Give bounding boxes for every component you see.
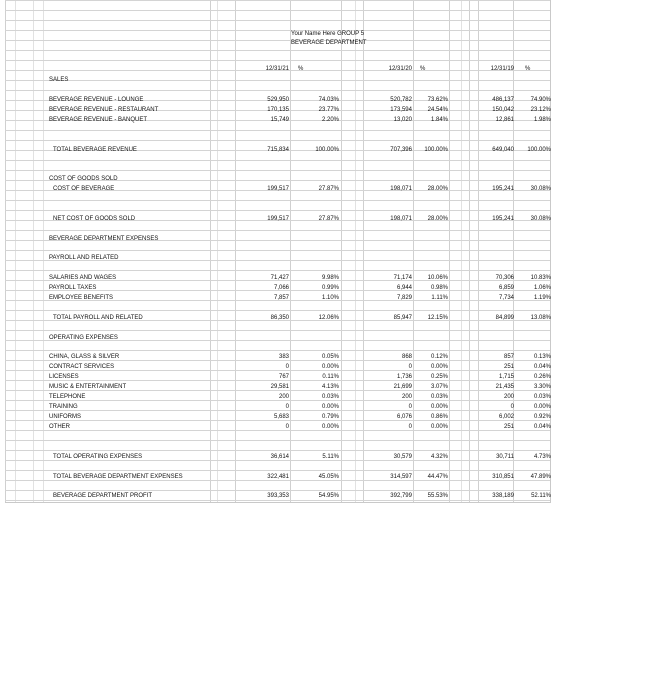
row-label: SALARIES AND WAGES: [49, 275, 117, 281]
value-2020: 0: [408, 424, 412, 430]
value-2019: 30,711: [496, 454, 514, 460]
value-2021: 86,350: [270, 315, 289, 321]
section-cogs: COST OF GOODS SOLD: [49, 176, 118, 182]
pct-2021: 54.95%: [318, 493, 339, 499]
pct-2021: 2.20%: [321, 117, 339, 123]
value-2020: 198,071: [390, 216, 412, 222]
pct-2019: 10.83%: [530, 275, 551, 281]
column-pct-2020: %: [420, 66, 426, 72]
pct-2020: 0.98%: [430, 285, 448, 291]
row-label: BEVERAGE REVENUE - BANQUET: [49, 117, 148, 123]
pct-2019: 52.11%: [531, 493, 551, 499]
value-2021: 0: [285, 364, 289, 370]
pct-2020: 28.00%: [427, 186, 448, 192]
row-label: TRAINING: [49, 404, 78, 410]
value-2019: 6,859: [498, 285, 514, 291]
row-label: CHINA, GLASS & SILVER: [49, 354, 120, 360]
value-2020: 6,944: [396, 285, 412, 291]
pct-2019: 3.30%: [533, 384, 551, 390]
pct-2020: 10.06%: [427, 275, 448, 281]
pct-2019: 4.73%: [533, 454, 551, 460]
value-2020: 7,829: [396, 295, 412, 301]
pct-2019: 23.12%: [530, 107, 551, 113]
value-2021: 5,683: [273, 414, 289, 420]
value-2021: 0: [285, 404, 289, 410]
pct-2020: 0.00%: [430, 424, 448, 430]
pct-2019: 0.00%: [533, 404, 551, 410]
value-2019: 486,137: [492, 97, 514, 103]
row-label: BEVERAGE REVENUE - LOUNGE: [49, 97, 144, 103]
value-2020: 30,579: [393, 454, 412, 460]
report-title: Your Name Here GROUP 5: [291, 31, 365, 37]
value-2020: 1,736: [396, 374, 412, 380]
value-2019: 338,189: [492, 493, 514, 499]
pct-2019: 0.13%: [533, 354, 551, 360]
pct-2021: 0.00%: [321, 404, 339, 410]
pct-2020: 12.15%: [427, 315, 448, 321]
pct-2020: 100.00%: [424, 147, 448, 153]
value-2020: 392,799: [390, 493, 412, 499]
value-2019: 84,899: [495, 315, 514, 321]
value-2019: 857: [503, 354, 514, 360]
row-label: TOTAL BEVERAGE REVENUE: [53, 147, 137, 153]
value-2020: 707,396: [390, 147, 412, 153]
pct-2021: 0.11%: [322, 374, 339, 380]
value-2019: 649,040: [492, 147, 514, 153]
pct-2020: 73.62%: [427, 97, 448, 103]
pct-2021: 27.87%: [318, 186, 339, 192]
row-label: COST OF BEVERAGE: [53, 186, 115, 192]
column-date-2021: 12/31/21: [265, 66, 289, 72]
column-pct-2019: %: [525, 66, 531, 72]
row-label: BEVERAGE REVENUE - RESTAURANT: [49, 107, 159, 113]
pct-2021: 45.05%: [318, 474, 339, 480]
pct-2020: 0.12%: [430, 354, 448, 360]
pct-2019: 0.03%: [533, 394, 551, 400]
pct-2019: 100.00%: [527, 147, 551, 153]
section-payroll-related: PAYROLL AND RELATED: [49, 255, 119, 261]
row-label: EMPLOYEE BENEFITS: [49, 295, 114, 301]
value-2021: 199,517: [267, 216, 289, 222]
pct-2021: 0.00%: [321, 424, 339, 430]
pct-2021: 23.77%: [318, 107, 339, 113]
value-2021: 170,135: [267, 107, 289, 113]
pct-2021: 74.03%: [318, 97, 339, 103]
value-2020: 0: [408, 364, 412, 370]
column-date-2019: 12/31/19: [490, 66, 514, 72]
pct-2020: 55.53%: [427, 493, 448, 499]
value-2019: 251: [503, 364, 514, 370]
value-2020: 173,594: [390, 107, 412, 113]
pct-2019: 0.04%: [533, 424, 551, 430]
pct-2021: 0.05%: [321, 354, 339, 360]
pct-2020: 0.03%: [430, 394, 448, 400]
value-2021: 29,581: [270, 384, 289, 390]
pct-2021: 5.11%: [322, 454, 339, 460]
pct-2021: 0.03%: [321, 394, 339, 400]
pct-2019: 1.06%: [533, 285, 551, 291]
row-label: TOTAL PAYROLL AND RELATED: [53, 315, 143, 321]
value-2020: 13,020: [393, 117, 412, 123]
pct-2020: 0.00%: [430, 404, 448, 410]
section-operating-expenses: OPERATING EXPENSES: [49, 335, 118, 341]
pct-2021: 0.79%: [321, 414, 339, 420]
pct-2020: 0.25%: [430, 374, 448, 380]
value-2021: 767: [278, 374, 289, 380]
pct-2020: 24.54%: [427, 107, 448, 113]
pct-2021: 4.13%: [321, 384, 339, 390]
value-2021: 529,950: [267, 97, 289, 103]
pct-2019: 0.92%: [533, 414, 551, 420]
pct-2020: 44.47%: [427, 474, 448, 480]
pct-2019: 30.08%: [530, 216, 551, 222]
value-2019: 12,861: [495, 117, 514, 123]
pct-2019: 0.26%: [533, 374, 551, 380]
department-title: BEVERAGE DEPARTMENT: [291, 40, 367, 46]
row-label: CONTRACT SERVICES: [49, 364, 115, 370]
value-2019: 150,042: [492, 107, 514, 113]
value-2021: 383: [278, 354, 289, 360]
pct-2020: 0.86%: [430, 414, 448, 420]
pct-2021: 12.06%: [318, 315, 339, 321]
pct-2021: 0.99%: [321, 285, 339, 291]
section-sales: SALES: [49, 77, 69, 83]
value-2021: 7,066: [273, 285, 289, 291]
pct-2019: 1.19%: [533, 295, 551, 301]
value-2021: 15,749: [270, 117, 289, 123]
pct-2019: 13.08%: [530, 315, 551, 321]
value-2020: 868: [401, 354, 412, 360]
row-label: TOTAL OPERATING EXPENSES: [53, 454, 143, 460]
pct-2020: 28.00%: [427, 216, 448, 222]
pct-2021: 100.00%: [315, 147, 339, 153]
section-bev-dept-expenses: BEVERAGE DEPARTMENT EXPENSES: [49, 236, 159, 242]
value-2019: 0: [510, 404, 514, 410]
row-label: TELEPHONE: [49, 394, 86, 400]
pct-2019: 30.08%: [530, 186, 551, 192]
value-2021: 199,517: [267, 186, 289, 192]
pct-2019: 1.98%: [533, 117, 551, 123]
value-2019: 310,851: [492, 474, 514, 480]
value-2021: 200: [278, 394, 289, 400]
value-2019: 251: [503, 424, 514, 430]
value-2019: 195,241: [492, 186, 514, 192]
value-2021: 393,353: [267, 493, 289, 499]
value-2021: 71,427: [270, 275, 289, 281]
pct-2019: 0.04%: [533, 364, 551, 370]
row-label: OTHER: [49, 424, 70, 430]
value-2020: 85,947: [393, 315, 412, 321]
value-2020: 21,699: [393, 384, 412, 390]
pct-2021: 0.00%: [321, 364, 339, 370]
spreadsheet: [5, 0, 551, 503]
pct-2020: 1.84%: [430, 117, 448, 123]
value-2019: 1,715: [498, 374, 514, 380]
value-2021: 7,857: [273, 295, 289, 301]
column-date-2020: 12/31/20: [388, 66, 412, 72]
column-pct-2021: %: [298, 66, 304, 72]
row-label: PAYROLL TAXES: [49, 285, 97, 291]
value-2019: 21,435: [495, 384, 514, 390]
value-2020: 6,076: [396, 414, 412, 420]
value-2021: 36,614: [270, 454, 289, 460]
value-2019: 195,241: [492, 216, 514, 222]
value-2021: 322,481: [267, 474, 289, 480]
value-2021: 0: [285, 424, 289, 430]
row-label: BEVERAGE DEPARTMENT PROFIT: [53, 493, 153, 499]
value-2019: 70,306: [495, 275, 514, 281]
value-2021: 715,834: [267, 147, 289, 153]
row-label: UNIFORMS: [49, 414, 81, 420]
value-2019: 200: [503, 394, 514, 400]
value-2019: 7,734: [498, 295, 514, 301]
pct-2021: 1.10%: [321, 295, 339, 301]
pct-2020: 1.11%: [431, 295, 448, 301]
pct-2020: 0.00%: [430, 364, 448, 370]
value-2020: 314,597: [390, 474, 412, 480]
value-2019: 6,002: [498, 414, 514, 420]
value-2020: 520,782: [390, 97, 412, 103]
pct-2019: 74.90%: [530, 97, 551, 103]
row-label: TOTAL BEVERAGE DEPARTMENT EXPENSES: [53, 474, 183, 480]
row-label: NET COST OF GOODS SOLD: [53, 216, 136, 222]
pct-2020: 3.07%: [430, 384, 448, 390]
value-2020: 200: [401, 394, 412, 400]
pct-2021: 9.98%: [321, 275, 339, 281]
pct-2020: 4.32%: [430, 454, 448, 460]
value-2020: 71,174: [393, 275, 412, 281]
pct-2021: 27.87%: [318, 216, 339, 222]
value-2020: 198,071: [390, 186, 412, 192]
row-label: MUSIC & ENTERTAINMENT: [49, 384, 127, 390]
row-label: LICENSES: [49, 374, 79, 380]
value-2020: 0: [408, 404, 412, 410]
pct-2019: 47.89%: [530, 474, 551, 480]
